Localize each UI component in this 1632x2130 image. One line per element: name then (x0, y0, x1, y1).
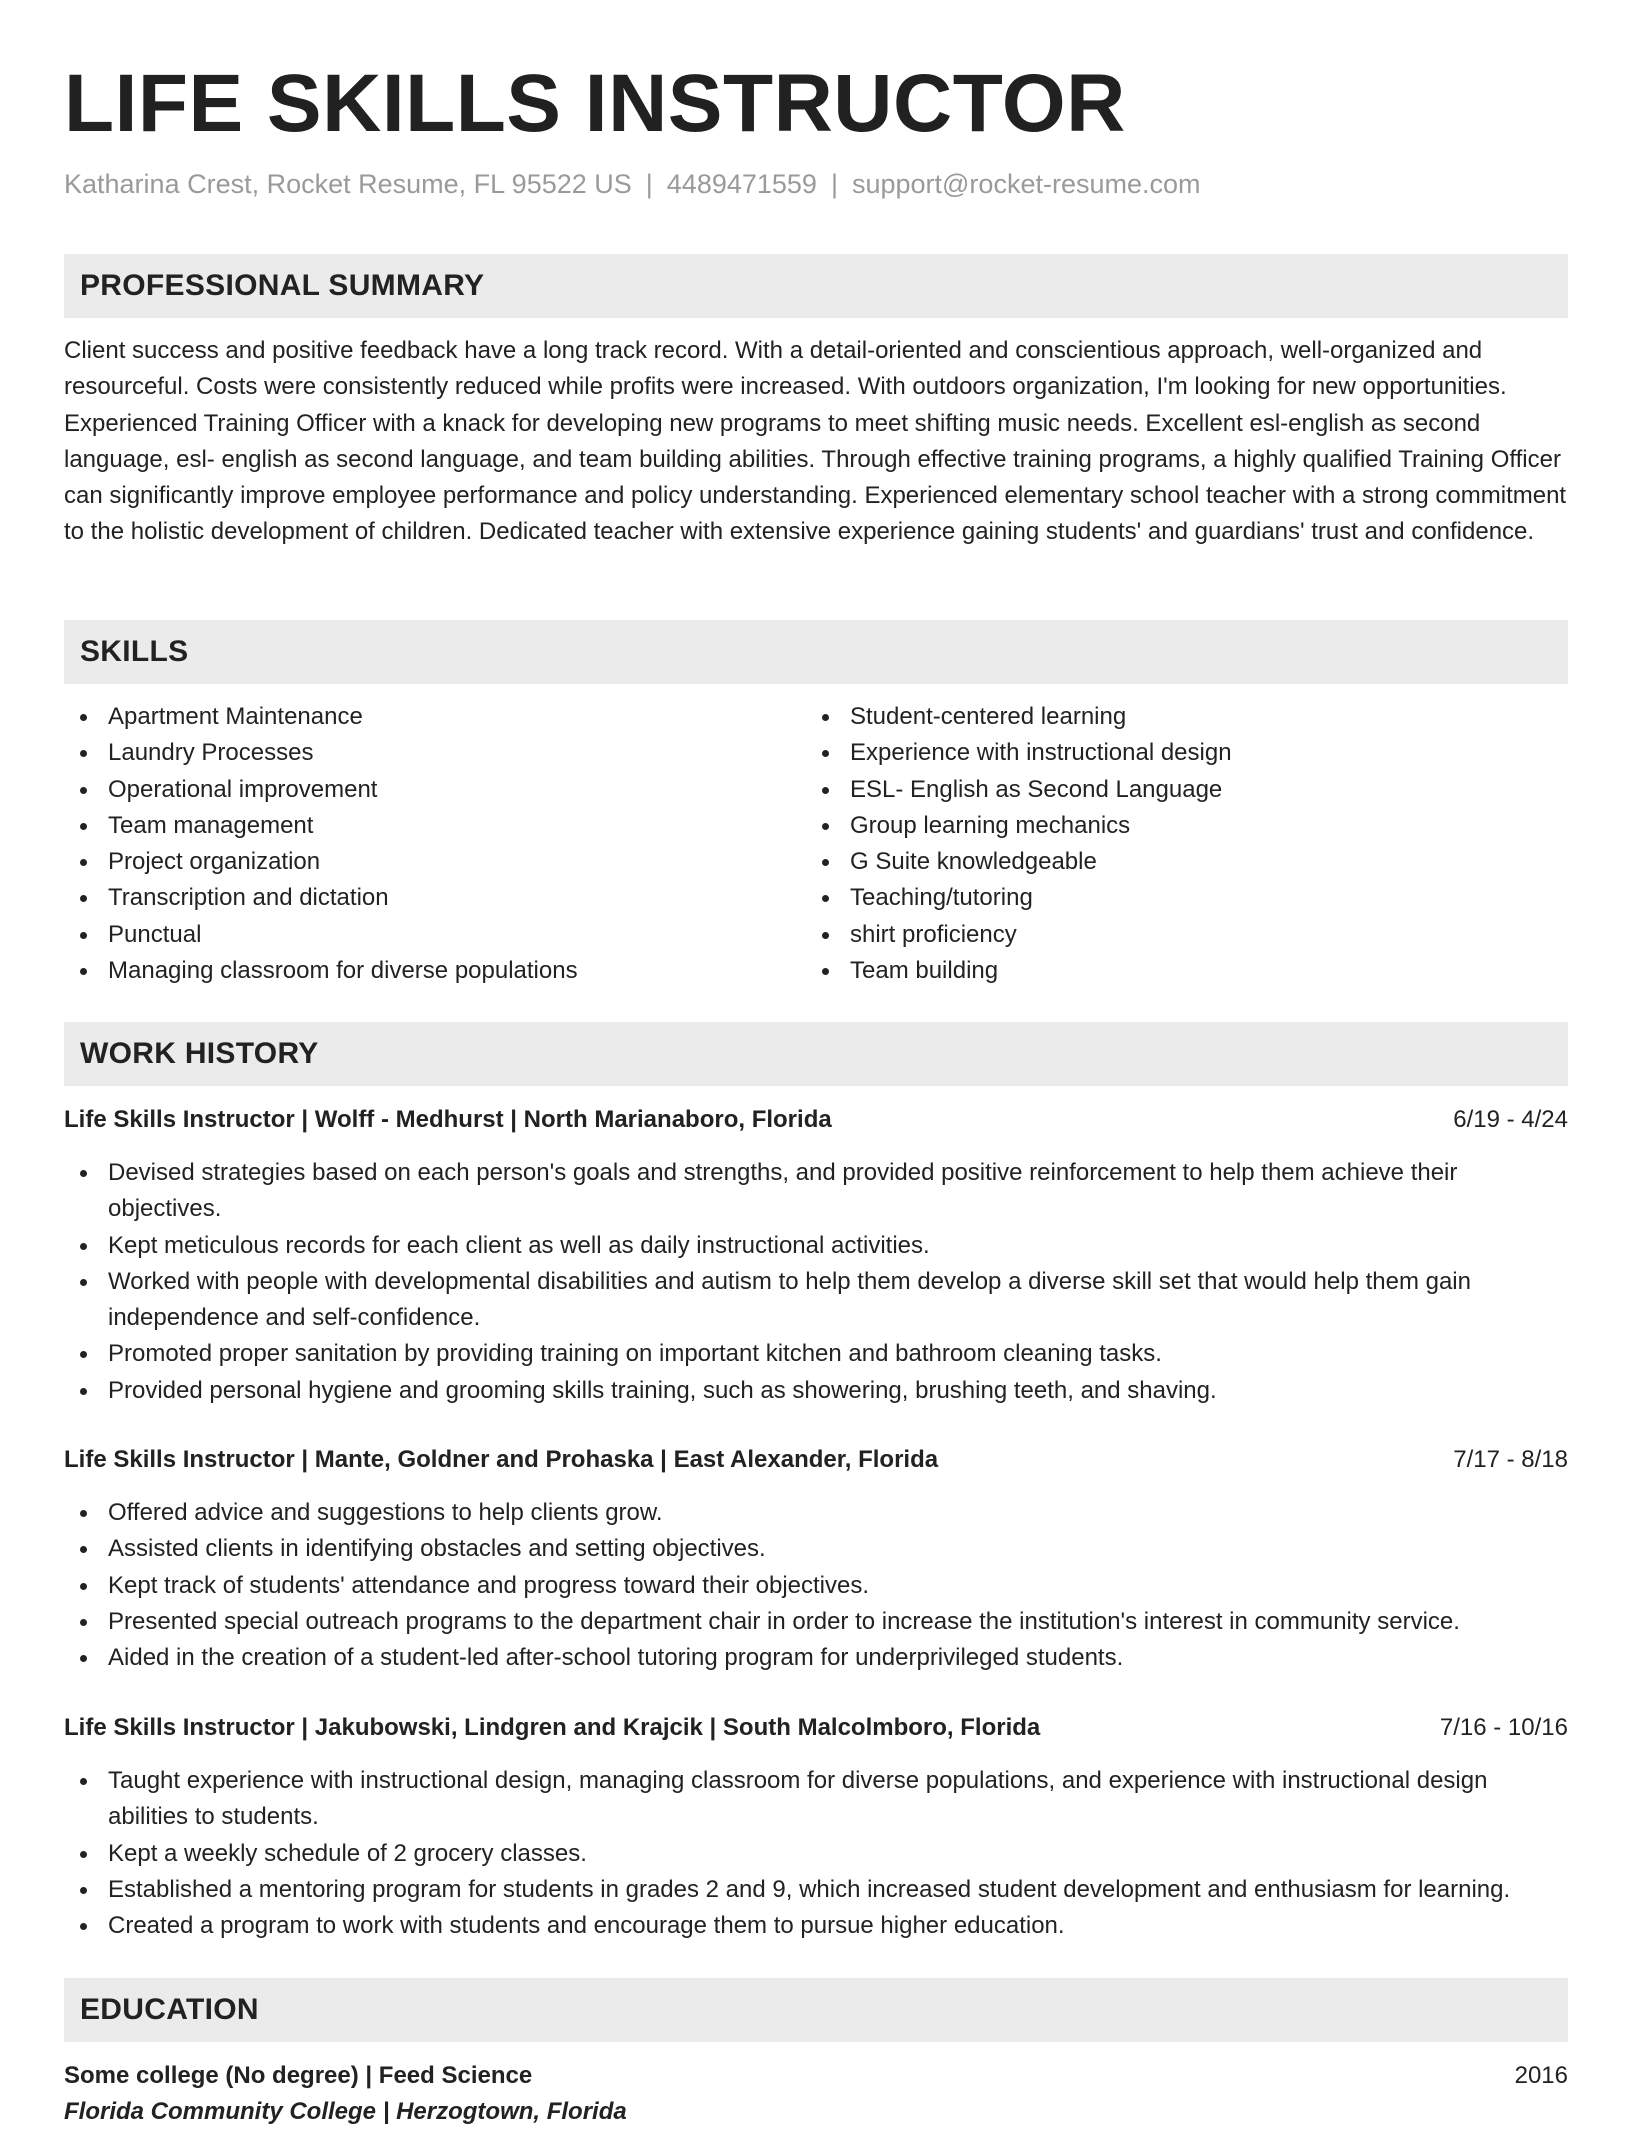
duty-item: Kept track of students' attendance and progress toward their objectives. (64, 1568, 1568, 1604)
skill-item: Team management (64, 808, 578, 844)
skill-item: Student-centered learning (806, 699, 1232, 735)
skill-item: Transcription and dictation (64, 880, 578, 916)
education-school: Florida Community College | Herzogtown, Florida (64, 2098, 627, 2125)
skill-item: Punctual (64, 917, 578, 953)
job-dates: 7/16 - 10/16 (1439, 1714, 1568, 1741)
skill-item: shirt proficiency (806, 917, 1232, 953)
contact-line (64, 166, 1201, 202)
skill-item: ESL- English as Second Language (806, 772, 1232, 808)
duty-item: Offered advice and suggestions to help clients grow. (64, 1495, 1568, 1531)
summary-section-header (64, 254, 1568, 318)
skill-item: Teaching/tutoring (806, 880, 1232, 916)
job-dates: 6/19 - 4/24 (1453, 1106, 1568, 1133)
job-title: Life Skills Instructor | Wolff - Medhurst | North Marianaboro, Florida (64, 1106, 832, 1133)
skill-item: G Suite knowledgeable (806, 844, 1232, 880)
job-header (64, 1102, 1568, 1138)
job-duties (64, 1495, 1568, 1676)
job-header (64, 1710, 1568, 1746)
duty-item: Kept meticulous records for each client as well as daily instructional activities. (64, 1228, 1568, 1264)
duty-item: Worked with people with developmental disabilities and autism to help them develop a diverse skill set that would help them gain independence and self-confidence. (64, 1264, 1568, 1337)
education-heading: EDUCATION (80, 1993, 259, 2026)
skills-heading: SKILLS (80, 635, 189, 668)
skill-item: Laundry Processes (64, 735, 578, 771)
duty-item: Established a mentoring program for students in grades 2 and 9, which increased student development and enthusiasm for learning. (64, 1872, 1568, 1908)
job-duties (64, 1763, 1568, 1944)
skill-item: Team building (806, 953, 1232, 989)
contact-address: Katharina Crest, Rocket Resume, FL 95522 US (64, 169, 632, 199)
contact-separator: | (645, 169, 653, 199)
duty-item: Presented special outreach programs to the department chair in order to increase the institution's interest in community service. (64, 1604, 1568, 1640)
skill-item: Group learning mechanics (806, 808, 1232, 844)
duty-item: Promoted proper sanitation by providing training on important kitchen and bathroom cleaning tasks. (64, 1336, 1568, 1372)
duty-item: Created a program to work with students and encourage them to pursue higher education. (64, 1908, 1568, 1944)
contact-phone: 4489471559 (666, 169, 817, 199)
education-year: 2016 (1514, 2062, 1568, 2089)
duty-item: Provided personal hygiene and grooming skills training, such as showering, brushing teeth, and shaving. (64, 1373, 1568, 1409)
contact-email: support@rocket-resume.com (851, 169, 1201, 199)
duty-item: Taught experience with instructional design, managing classroom for diverse populations, and experience with instructional design abilities to students. (64, 1763, 1568, 1836)
job-dates: 7/17 - 8/18 (1453, 1446, 1568, 1473)
work-history-section-header (64, 1022, 1568, 1086)
skill-item: Project organization (64, 844, 578, 880)
duty-item: Devised strategies based on each person's goals and strengths, and provided positive reinforcement to help them achieve their objectives. (64, 1155, 1568, 1228)
skills-column-left (64, 699, 578, 989)
skill-item: Experience with instructional design (806, 735, 1232, 771)
education-entry (64, 2058, 1568, 2094)
skill-item: Managing classroom for diverse populations (64, 953, 578, 989)
job-title: Life Skills Instructor | Jakubowski, Lindgren and Krajcik | South Malcolmboro, Florida (64, 1714, 1041, 1741)
job-header (64, 1442, 1568, 1478)
skill-item: Operational improvement (64, 772, 578, 808)
summary-heading: PROFESSIONAL SUMMARY (80, 269, 485, 302)
skill-item: Apartment Maintenance (64, 699, 578, 735)
resume-title: LIFE SKILLS INSTRUCTOR (64, 58, 1126, 149)
skills-column-right (806, 699, 1232, 989)
summary-text: Client success and positive feedback have a long track record. With a detail-oriented and conscientious approach, well-organized and resourceful. Costs were consistently reduced while profits were increased. With outdoors organization, I'm looking for new opportunities. Experienced Training Officer with a knack for developing new programs to meet shifting music needs. Excellent esl-english as second language, esl- english as second language, and team building abilities. Through effective training programs, a highly qualified Training Officer can significantly improve employee performance and policy understanding. Experienced elementary school teacher with a strong commitment to the holistic development of children. Dedicated teacher with extensive experience gaining students' and guardians' trust and confidence. (64, 337, 1567, 546)
education-degree: Some college (No degree) | Feed Science (64, 2062, 533, 2089)
job-duties (64, 1155, 1568, 1409)
contact-separator: | (830, 169, 838, 199)
duty-item: Assisted clients in identifying obstacles and setting objectives. (64, 1531, 1568, 1567)
job-title: Life Skills Instructor | Mante, Goldner and Prohaska | East Alexander, Florida (64, 1446, 939, 1473)
duty-item: Aided in the creation of a student-led after-school tutoring program for underprivileged students. (64, 1640, 1568, 1676)
education-section-header (64, 1978, 1568, 2042)
skills-section-header (64, 620, 1568, 684)
duty-item: Kept a weekly schedule of 2 grocery classes. (64, 1836, 1568, 1872)
work-history-heading: WORK HISTORY (80, 1037, 319, 1070)
